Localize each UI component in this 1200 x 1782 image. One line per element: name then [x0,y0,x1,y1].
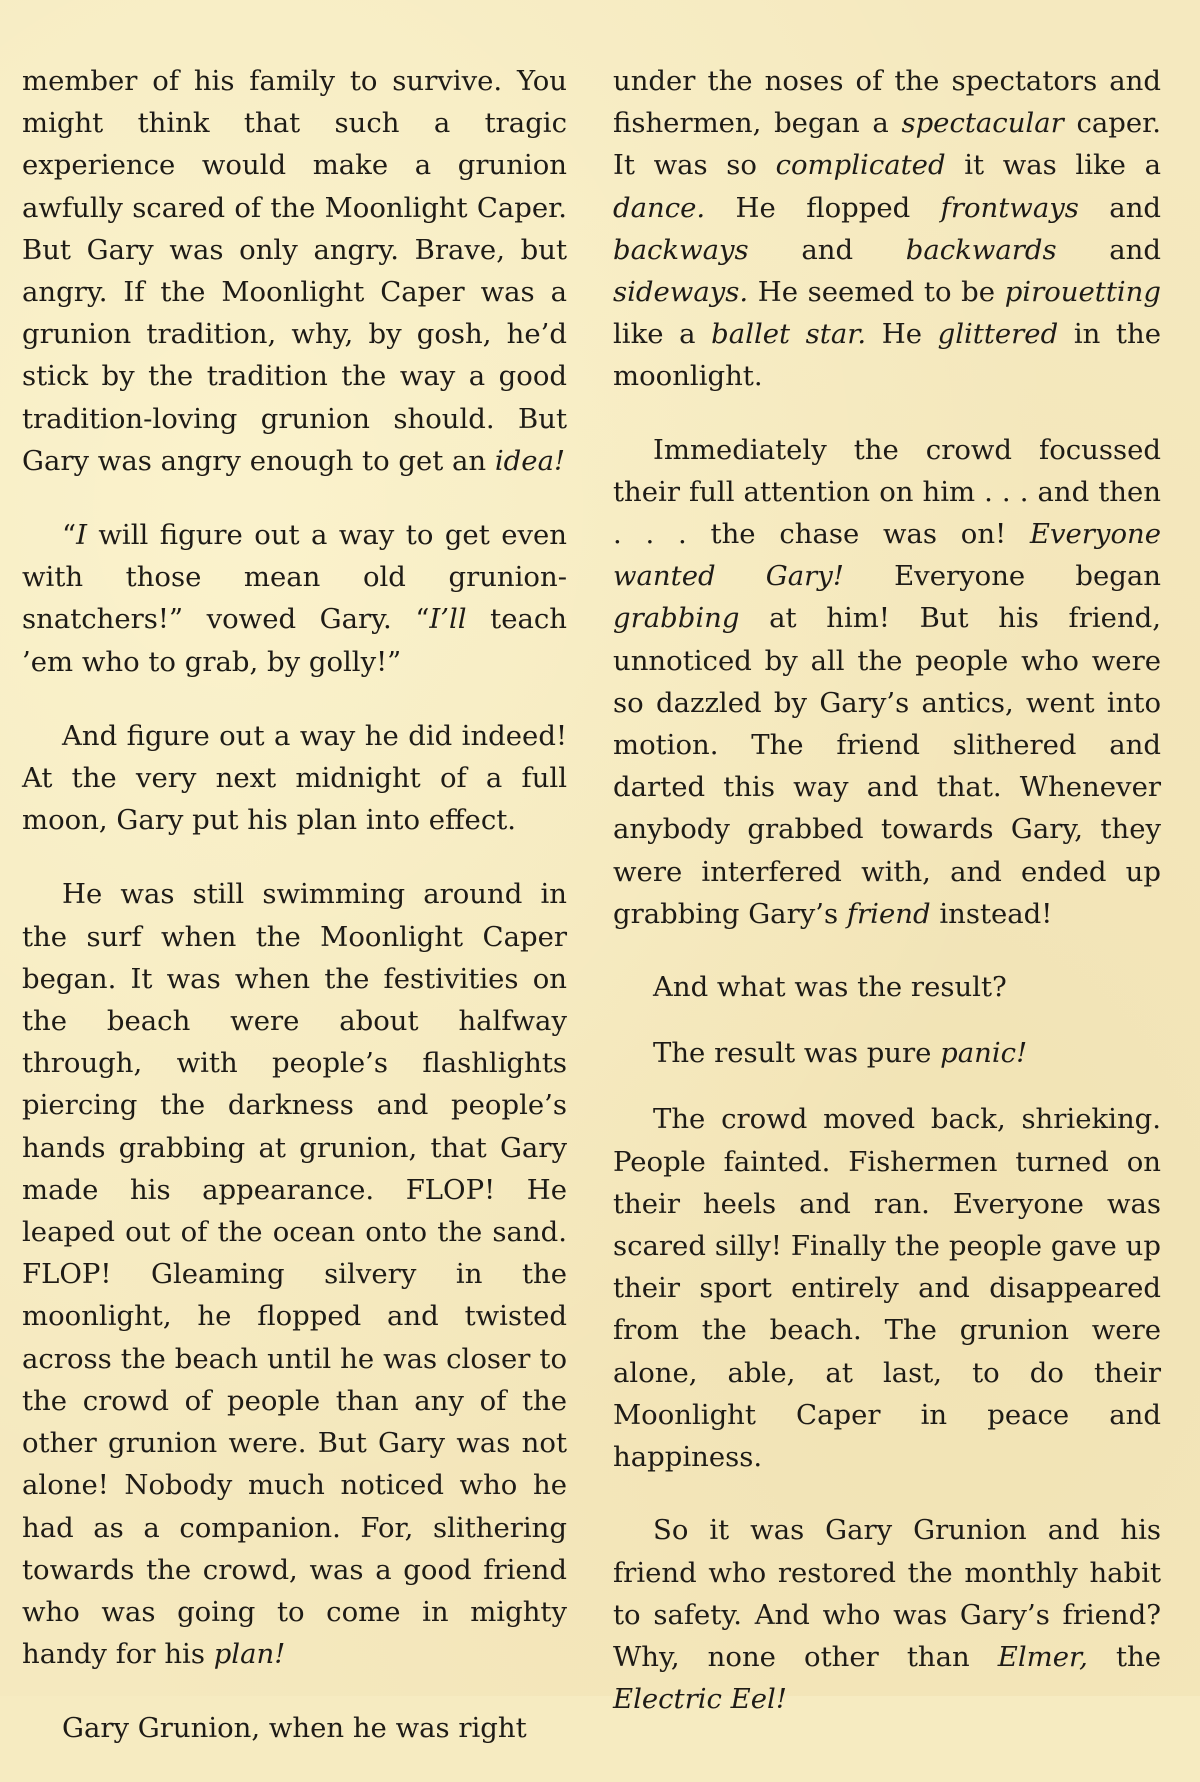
text-run: instead! [930,897,1053,930]
paragraph [613,1509,1161,1720]
italic-text: friend [846,897,931,930]
italic-text: pirouetting [1004,276,1161,309]
text-run: Gary Grunion, when he was right [62,1712,527,1745]
italic-text: panic! [940,1037,1028,1070]
text-run: He [866,318,938,351]
right-column [613,60,1161,1751]
text-run: will figure out a way to get even with those mean old grunion-snatchers!” vowed Gary. “ [22,519,567,636]
text-run: And what was the result? [653,971,1007,1004]
italic-text: I [76,519,87,552]
text-run: He seemed to be [748,276,1005,309]
italic-text: Everyone wanted Gary! [613,518,1161,593]
text-run: member of his family to survive. You might think that such a tragic experience would make a grunion awfully scared of the Moonlight Caper. But Gary was only angry. Brave, but angry. If the Moonlight Caper was a grunion tradition, why, by gosh, he’d stick by the tradition the way a good tradition-loving grunion should. But Gary was angry enough to get an [22,65,567,477]
italic-text: frontways [940,191,1079,224]
italic-text: backways [613,233,749,266]
italic-text: Elmer, [997,1640,1088,1673]
text-run: under the noses of the spectators and fishermen, began a [613,65,1161,140]
italic-text: dance. [613,191,706,224]
italic-text: I’ll [429,603,467,636]
paragraph [22,60,567,482]
italic-text: spectacular [901,107,1064,140]
left-column [22,60,567,1782]
text-run: caper. It was so [613,107,1161,182]
italic-text: complicated [775,149,946,182]
text-run: the [1087,1640,1161,1673]
text-run: “ [62,519,77,552]
paragraph [613,429,1161,935]
paragraph [22,873,567,1675]
text-run: He was still swimming around in the surf when the Moonlight Caper began. It was when the festivities on the beach were about halfway through, with people’s flashlights piercing the darkness and people’s hands grabbing at grunion, that Gary made his appearance. FLOP! He leaped out of the ocean onto the sand. FLOP! Gleaming silvery in the moonlight, he flopped and twisted across the beach until he was closer to the crowd of people than any of the other grunion were. But Gary was not alone! Nobody much noticed who he had as a companion. For, slithering towards the crowd, was a good friend who was going to come in mighty handy for his [22,878,567,1671]
paragraph [613,1032,1161,1074]
text-run: He flopped [705,191,941,224]
italic-text: sideways. [613,276,749,309]
text-run: in the moonlight. [613,318,1161,393]
text-run: Immediately the crowd focussed their full attention on him . . . and then . . . the chase was on! [613,433,1161,551]
text-run: and [748,233,906,266]
text-run: and [1056,233,1161,266]
paragraph [613,60,1161,398]
text-run: teach ’em who to grab, by golly!” [22,603,568,678]
italic-text: glittered [937,318,1059,351]
italic-text: backwards [905,233,1057,266]
text-run: and [1078,191,1162,224]
text-run: So it was Gary Grunion and his friend who restored the monthly habit to safety. And who was Gary’s friend? Why, none other than [613,1514,1161,1673]
paragraph [22,715,567,842]
text-run: And figure out a way he did indeed! At the very next midnight of a full moon, Gary put his plan into effect. [22,719,567,837]
paragraph [613,966,1161,1008]
paragraph [22,1707,567,1749]
text-run: The crowd moved back, shrieking. People fainted. Fishermen turned on their heels and ran. Everyone was scared silly! Finally the people gave up their sport entirely and disappeared from the beach. The grunion were alone, able, at last, to do their Moonlight Caper in peace and happiness. [613,1103,1161,1474]
text-run: it was like a [945,149,1161,182]
text-run: at him! But his friend, unnoticed by all the people who were so dazzled by Gary’s antics, went into motion. The friend slithered and darted this way and that. Whenever anybody grabbed towards Gary, they were interfered with, and ended up grabbing Gary’s [613,602,1161,930]
italic-text: idea! [494,444,566,477]
italic-text: plan! [213,1638,286,1671]
italic-text: ballet star. [711,318,867,351]
paragraph [22,514,567,683]
italic-text: grabbing [613,602,740,635]
paragraph [613,1098,1161,1478]
text-run: Everyone began [843,560,1161,593]
text-run: The result was pure [653,1037,941,1070]
italic-text: Electric Eel! [613,1683,787,1716]
text-run: like a [613,318,712,351]
